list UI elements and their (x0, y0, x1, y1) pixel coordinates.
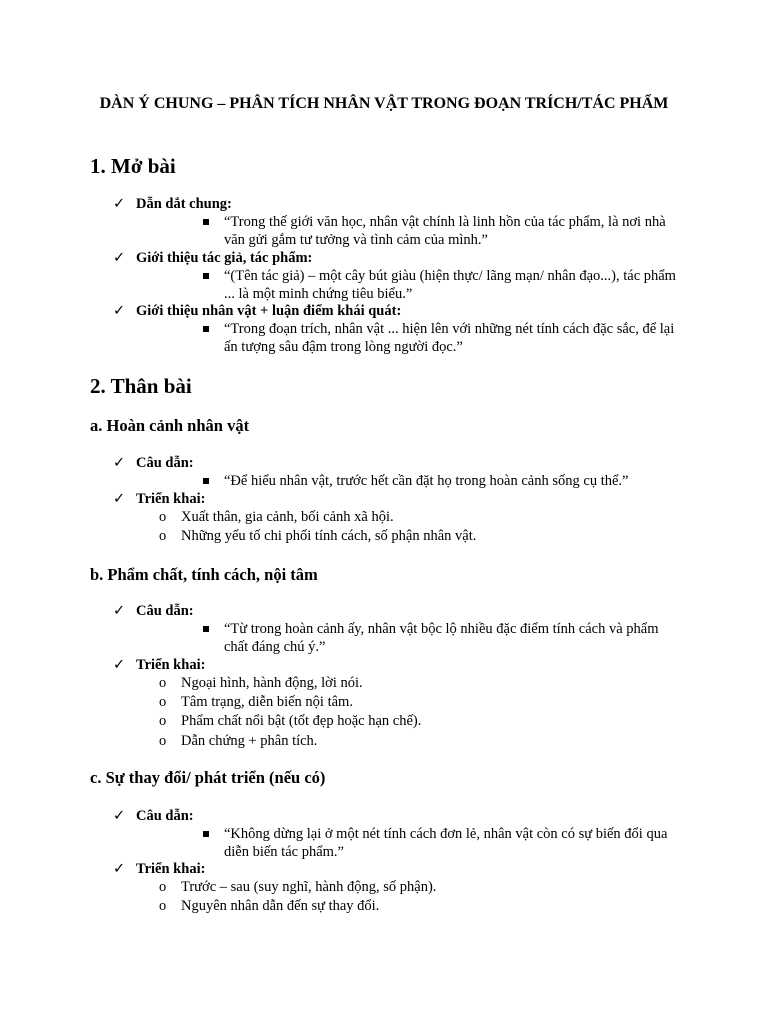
checklist-item (113, 454, 194, 472)
item-label: Triển khai: (136, 491, 206, 507)
list-item (159, 897, 379, 915)
bullet-item (203, 825, 683, 861)
point-text: Ngoại hình, hành động, lời nói. (181, 675, 363, 691)
list-item (159, 508, 394, 526)
checklist-item (113, 302, 401, 320)
checkmark-icon: ✓ (113, 250, 126, 266)
list-item (159, 712, 421, 730)
item-label: Giới thiệu tác giả, tác phẩm: (136, 250, 313, 266)
list-item (159, 674, 363, 692)
item-label: Câu dẫn: (136, 808, 194, 824)
bullet-item (203, 213, 683, 249)
circle-bullet-icon: o (159, 694, 167, 710)
item-label: Triển khai: (136, 861, 206, 877)
bullet-item (203, 472, 683, 490)
list-item (159, 693, 353, 711)
circle-bullet-icon: o (159, 528, 167, 544)
bullet-item (203, 267, 683, 303)
square-bullet-icon (203, 478, 209, 484)
point-text: Xuất thân, gia cảnh, bối cảnh xã hội. (181, 509, 394, 525)
subsection-heading-c: c. Sự thay đổi/ phát triển (nếu có) (90, 768, 326, 787)
checkmark-icon: ✓ (113, 808, 126, 824)
item-quote: “Trong thế giới văn học, nhân vật chính là linh hồn của tác phẩm, là nơi nhà văn gửi gắm tư tưởng và tình cảm của mình.” (224, 214, 666, 248)
item-label: Câu dẫn: (136, 603, 194, 619)
point-text: Nguyên nhân dẫn đến sự thay đổi. (181, 898, 380, 914)
circle-bullet-icon: o (159, 898, 167, 914)
checkmark-icon: ✓ (113, 603, 126, 619)
checkmark-icon: ✓ (113, 491, 126, 507)
subsection-heading-a: a. Hoàn cảnh nhân vật (90, 416, 250, 435)
item-quote: “(Tên tác giả) – một cây bút giàu (hiện thực/ lãng mạn/ nhân đạo...), tác phẩm ... là một minh chứng tiêu biểu.” (224, 268, 676, 302)
item-label: Dẫn dắt chung: (136, 196, 232, 212)
square-bullet-icon (203, 831, 209, 837)
item-label: Triển khai: (136, 657, 206, 673)
bullet-item (203, 320, 683, 356)
checklist-item (113, 656, 205, 674)
point-text: Dẫn chứng + phân tích. (181, 733, 318, 749)
item-label: Giới thiệu nhân vật + luận điểm khái quát: (136, 303, 402, 319)
checkmark-icon: ✓ (113, 657, 126, 673)
square-bullet-icon (203, 273, 209, 279)
item-quote: “Không dừng lại ở một nét tính cách đơn lẻ, nhân vật còn có sự biến đổi qua diễn biến tác phẩm.” (224, 826, 668, 860)
checkmark-icon: ✓ (113, 303, 126, 319)
circle-bullet-icon: o (159, 733, 167, 749)
square-bullet-icon (203, 326, 209, 332)
circle-bullet-icon: o (159, 675, 167, 691)
subsection-heading-b: b. Phẩm chất, tính cách, nội tâm (90, 565, 318, 584)
section-heading-than-bai: 2. Thân bài (90, 374, 192, 398)
point-text: Trước – sau (suy nghĩ, hành động, số phận). (181, 879, 437, 895)
point-text: Phẩm chất nổi bật (tốt đẹp hoặc hạn chế). (181, 713, 422, 729)
list-item (159, 732, 317, 750)
circle-bullet-icon: o (159, 509, 167, 525)
section-heading-mo-bai: 1. Mở bài (90, 154, 176, 178)
item-label: Câu dẫn: (136, 455, 194, 471)
list-item (159, 527, 476, 545)
circle-bullet-icon: o (159, 713, 167, 729)
bullet-item (203, 620, 683, 656)
point-text: Những yếu tố chi phối tính cách, số phận nhân vật. (181, 528, 477, 544)
checklist-item (113, 490, 205, 508)
square-bullet-icon (203, 626, 209, 632)
checklist-item (113, 195, 232, 213)
list-item (159, 878, 436, 896)
checkmark-icon: ✓ (113, 196, 126, 212)
circle-bullet-icon: o (159, 879, 167, 895)
checklist-item (113, 602, 194, 620)
checkmark-icon: ✓ (113, 455, 126, 471)
checklist-item (113, 807, 194, 825)
checkmark-icon: ✓ (113, 861, 126, 877)
item-quote: “Để hiểu nhân vật, trước hết cần đặt họ trong hoàn cảnh sống cụ thể.” (224, 473, 629, 489)
item-quote: “Từ trong hoàn cảnh ấy, nhân vật bộc lộ nhiều đặc điểm tính cách và phẩm chất đáng chú ý.” (224, 621, 659, 655)
item-quote: “Trong đoạn trích, nhân vật ... hiện lên với những nét tính cách đặc sắc, để lại ấn tượng sâu đậm trong lòng người đọc.” (224, 321, 675, 355)
checklist-item (113, 249, 312, 267)
document-title: DÀN Ý CHUNG – PHÂN TÍCH NHÂN VẬT TRONG ĐOẠN TRÍCH/TÁC PHẨM (99, 95, 669, 112)
checklist-item (113, 860, 205, 878)
square-bullet-icon (203, 219, 209, 225)
point-text: Tâm trạng, diễn biến nội tâm. (181, 694, 353, 710)
